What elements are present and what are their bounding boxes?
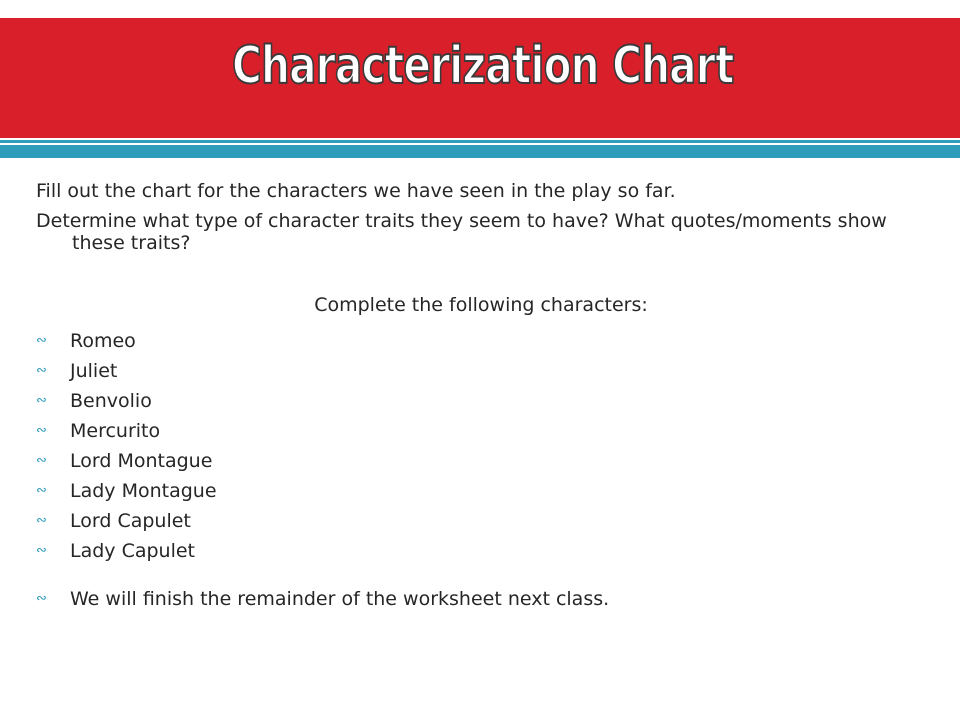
list-item <box>36 446 926 476</box>
bullet-icon: ∾ <box>36 513 47 528</box>
list-item <box>36 356 926 386</box>
accent-divider-thick <box>0 145 960 158</box>
list-item <box>36 476 926 506</box>
list-item <box>36 386 926 416</box>
bullet-icon: ∾ <box>36 363 47 378</box>
bullet-icon: ∾ <box>36 591 47 606</box>
slide-title: Characterization Chart <box>232 36 734 96</box>
list-item <box>36 416 926 446</box>
character-name: Benvolio <box>70 390 152 412</box>
list-item <box>36 536 926 566</box>
character-list <box>36 326 926 614</box>
title-band <box>0 18 960 138</box>
character-name: Lord Capulet <box>70 510 191 532</box>
bullet-icon: ∾ <box>36 393 47 408</box>
character-name: Lord Montague <box>70 450 213 472</box>
accent-divider-thin <box>0 140 960 143</box>
intro-question: Determine what type of character traits they seem to have? What quotes/moments show these traits? <box>36 210 887 254</box>
intro-instruction: Fill out the chart for the characters we have seen in the play so far. <box>36 180 676 202</box>
bullet-icon: ∾ <box>36 333 47 348</box>
list-item <box>36 326 926 356</box>
character-name: Lady Montague <box>70 480 217 502</box>
slide-body <box>36 180 926 614</box>
character-name: Juliet <box>70 360 118 382</box>
subheading: Complete the following characters: <box>314 294 648 316</box>
bullet-icon: ∾ <box>36 423 47 438</box>
closing-note-item <box>36 584 926 614</box>
character-name: Mercurito <box>70 420 161 442</box>
character-name: Lady Capulet <box>70 540 196 562</box>
bullet-icon: ∾ <box>36 543 47 558</box>
bullet-icon: ∾ <box>36 483 47 498</box>
character-name: Romeo <box>70 330 136 352</box>
closing-note: We will finish the remainder of the worksheet next class. <box>70 588 610 610</box>
list-item <box>36 506 926 536</box>
bullet-icon: ∾ <box>36 453 47 468</box>
